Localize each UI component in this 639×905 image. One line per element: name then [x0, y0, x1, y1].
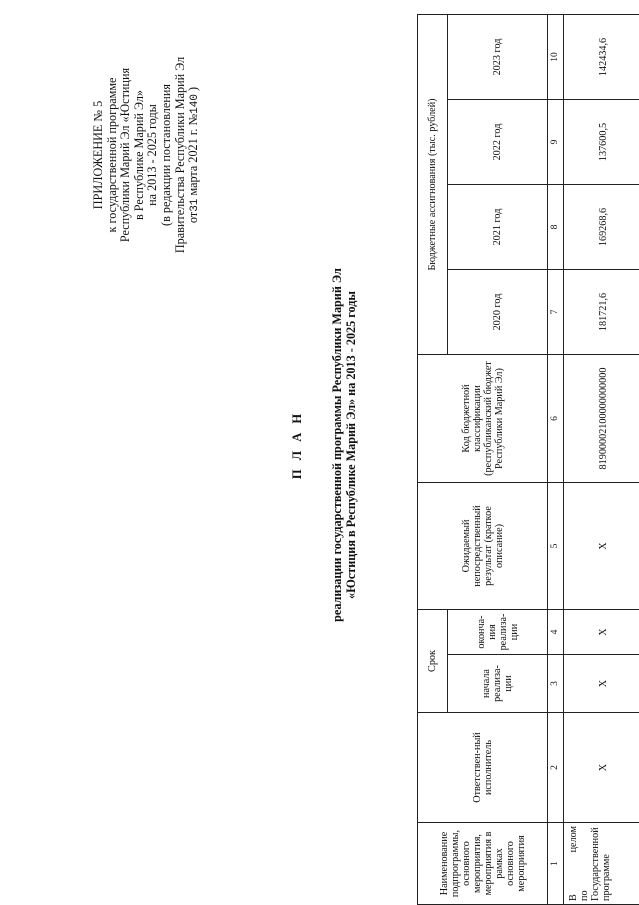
header-end: оконча-ния реализа-ции — [448, 610, 548, 655]
header-year: 2022 год — [448, 100, 548, 185]
row-value: 181721,6 — [564, 270, 639, 355]
row-code: 81900002100000000000 — [564, 355, 639, 483]
column-number: 6 — [548, 355, 564, 483]
doc-number: 140 — [189, 94, 202, 114]
subtitle-line: реализации государственной программы Республики Марий Эл — [330, 268, 344, 622]
header-start: начала реализа-ции — [448, 655, 548, 713]
plan-title: П Л А Н — [290, 410, 304, 480]
header-year: 2023 год — [448, 14, 548, 99]
row-name-part: В — [568, 894, 579, 901]
header-responsible: Ответствен-ный исполнитель — [418, 713, 548, 823]
header-year: 2021 год — [448, 185, 548, 270]
column-number: 7 — [548, 270, 564, 355]
appendix-line: Правительства Республики Марий Эл — [172, 56, 187, 254]
appendix-block — [92, 10, 203, 300]
column-number: 9 — [548, 100, 564, 185]
row-program-name — [564, 823, 639, 905]
header-budget: Бюджетные ассигнования (тыс. рублей) — [418, 14, 448, 354]
column-number: 5 — [548, 483, 564, 610]
column-number: 3 — [548, 655, 564, 713]
row-name-part: по Государственной программе — [579, 827, 612, 901]
appendix-line: на 2013 - 2025 годы — [145, 104, 160, 206]
date-rest: марта 2021 г. № — [186, 113, 201, 199]
appendix-line: в Республике Марий Эл» — [131, 89, 146, 221]
appendix-line: к государственной программе — [104, 77, 119, 233]
header-year: 2020 год — [448, 270, 548, 355]
column-number: 4 — [548, 610, 564, 655]
appendix-line: Республики Марий Эл «Юстиция — [118, 67, 133, 243]
column-number: 10 — [548, 14, 564, 99]
date-day: 31 — [189, 198, 202, 212]
row-start: Х — [564, 655, 639, 713]
column-number: 1 — [548, 823, 564, 905]
row-end: Х — [564, 610, 639, 655]
plan-subtitle — [330, 205, 358, 685]
row-responsible: Х — [564, 713, 639, 823]
header-result: Ожидаемый непосредственный результат (краткое описание) — [418, 483, 548, 610]
row-value: 169268,6 — [564, 185, 639, 270]
column-number: 8 — [548, 185, 564, 270]
header-term: Срок — [418, 610, 448, 713]
row-value: 137600,5 — [564, 100, 639, 185]
row-value: 142434,6 — [564, 14, 639, 99]
header-name: Наименование подпрограммы, основного мероприятия, мероприятия в рамках основного мероприятия — [418, 823, 548, 905]
table-row — [564, 14, 639, 904]
subtitle-line: «Юстиция в Республике Марий Эл» на 2013 - 2025 годы — [344, 291, 358, 599]
plan-table — [417, 14, 639, 905]
appendix-date-line — [187, 10, 203, 300]
row-result: Х — [564, 483, 639, 610]
date-prefix: от — [186, 211, 201, 224]
row-name-part: целом — [568, 826, 579, 853]
column-number: 2 — [548, 713, 564, 823]
header-code: Код бюджетной классификации (республиканский бюджет Республики Марий Эл) — [418, 355, 548, 483]
date-close: ) — [186, 86, 201, 95]
appendix-line: (в редакции постановления — [158, 84, 173, 226]
appendix-line: ПРИЛОЖЕНИЕ № 5 — [91, 100, 105, 210]
